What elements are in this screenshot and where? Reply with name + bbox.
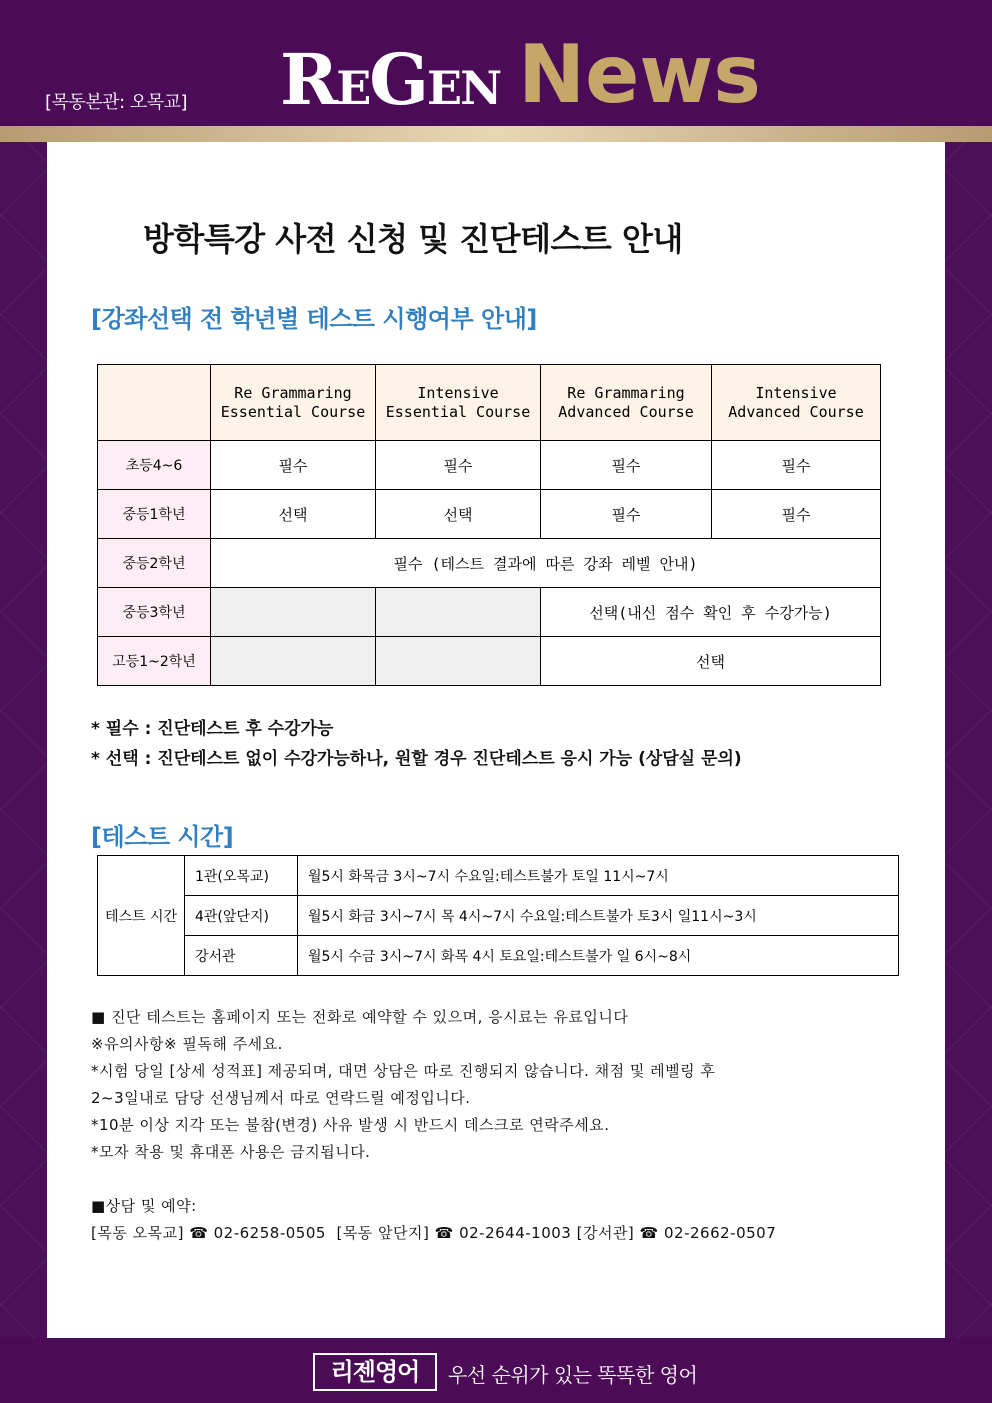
logo-regen: REGEN [280,38,501,121]
info-line: *시험 당일 [상세 성적표] 제공되며, 대면 상담은 따로 진행되지 않습니다. 채점 및 레벨링 후 [91,1062,716,1080]
header-cell: Re Grammaring Essential Course [211,365,376,441]
merged-cell: 필수 (테스트 결과에 따른 강좌 레벨 안내) [211,539,881,588]
section-title-test-time: [테스트 시간] [91,823,234,851]
table-row [98,539,881,588]
merged-cell: 선택 [541,637,881,686]
table-row [98,896,899,936]
content-paper [47,142,945,1338]
table-row [98,856,899,896]
empty-cell [376,588,541,637]
table-cell: 필수 [712,441,881,490]
table-cell: 필수 [712,490,881,539]
empty-cell [211,588,376,637]
note-optional: * 선택 : 진단테스트 없이 수강가능하나, 원할 경우 진단테스트 응시 가능 (상담실 문의) [91,749,742,769]
grade-cell: 중등1학년 [98,490,211,539]
table-row [98,588,881,637]
logo-news: News [518,28,761,121]
merged-cell: 선택(내신 점수 확인 후 수강가능) [541,588,881,637]
section-title-test-requirement: [강좌선택 전 학년별 테스트 시행여부 안내] [91,305,537,333]
table-row [98,637,881,686]
header-cell: Intensive Essential Course [376,365,541,441]
grade-cell: 중등2학년 [98,539,211,588]
time-cell: 월5시 화금 3시~7시 목 4시~7시 수요일:테스트불가 토3시 일11시~3시 [298,896,899,936]
branch-cell: 강서관 [185,936,298,976]
test-time-label: 테스트 시간 [98,856,185,976]
grade-cell: 고등1~2학년 [98,637,211,686]
branch-cell: 1관(오목교) [185,856,298,896]
info-line: ※유의사항※ 필독해 주세요. [91,1035,283,1053]
header-cell: Re Grammaring Advanced Course [541,365,712,441]
table-row [98,441,881,490]
test-time-table [97,855,899,976]
info-line: *10분 이상 지각 또는 불참(변경) 사유 발생 시 반드시 데스크로 연락주세요. [91,1116,610,1134]
table-row [98,490,881,539]
grade-cell: 중등3학년 [98,588,211,637]
table-corner-cell [98,365,211,441]
empty-cell [376,637,541,686]
table-cell: 선택 [211,490,376,539]
gold-divider [0,126,992,142]
info-line: ■ 진단 테스트는 홈페이지 또는 전화로 예약할 수 있으며, 응시료는 유료입니다 [91,1008,629,1026]
contact-phones: [목동 오목교] ☎ 02-6258-0505 [목동 앞단지] ☎ 02-2644-1003 [강서관] ☎ 02-2662-0507 [91,1224,777,1242]
time-cell: 월5시 화목금 3시~7시 수요일:테스트불가 토일 11시~7시 [298,856,899,896]
table-cell: 필수 [541,490,712,539]
info-line: 2~3일내로 담당 선생님께서 따로 연락드릴 예정입니다. [91,1089,471,1107]
table-row [98,936,899,976]
branch-cell: 4관(앞단지) [185,896,298,936]
footer-slogan: 우선 순위가 있는 똑똑한 영어 [448,1363,698,1387]
grade-cell: 초등4~6 [98,441,211,490]
time-cell: 월5시 수금 3시~7시 화목 4시 토요일:테스트불가 일 6시~8시 [298,936,899,976]
table-cell: 필수 [211,441,376,490]
note-required: * 필수 : 진단테스트 후 수강가능 [91,719,334,739]
regen-news-logo [280,28,761,123]
empty-cell [211,637,376,686]
page-title: 방학특강 사전 신청 및 진단테스트 안내 [143,220,683,258]
course-test-table [97,364,881,686]
table-cell: 필수 [376,441,541,490]
table-header-row [98,365,881,441]
branch-label: [목동본관: 오목교] [45,92,188,113]
info-line: *모자 착용 및 휴대폰 사용은 금지됩니다. [91,1143,371,1161]
table-cell: 필수 [541,441,712,490]
footer-brand: 리젠영어 [313,1353,437,1391]
header-cell: Intensive Advanced Course [712,365,881,441]
table-cell: 선택 [376,490,541,539]
contact-title: ■상담 및 예약: [91,1197,197,1215]
